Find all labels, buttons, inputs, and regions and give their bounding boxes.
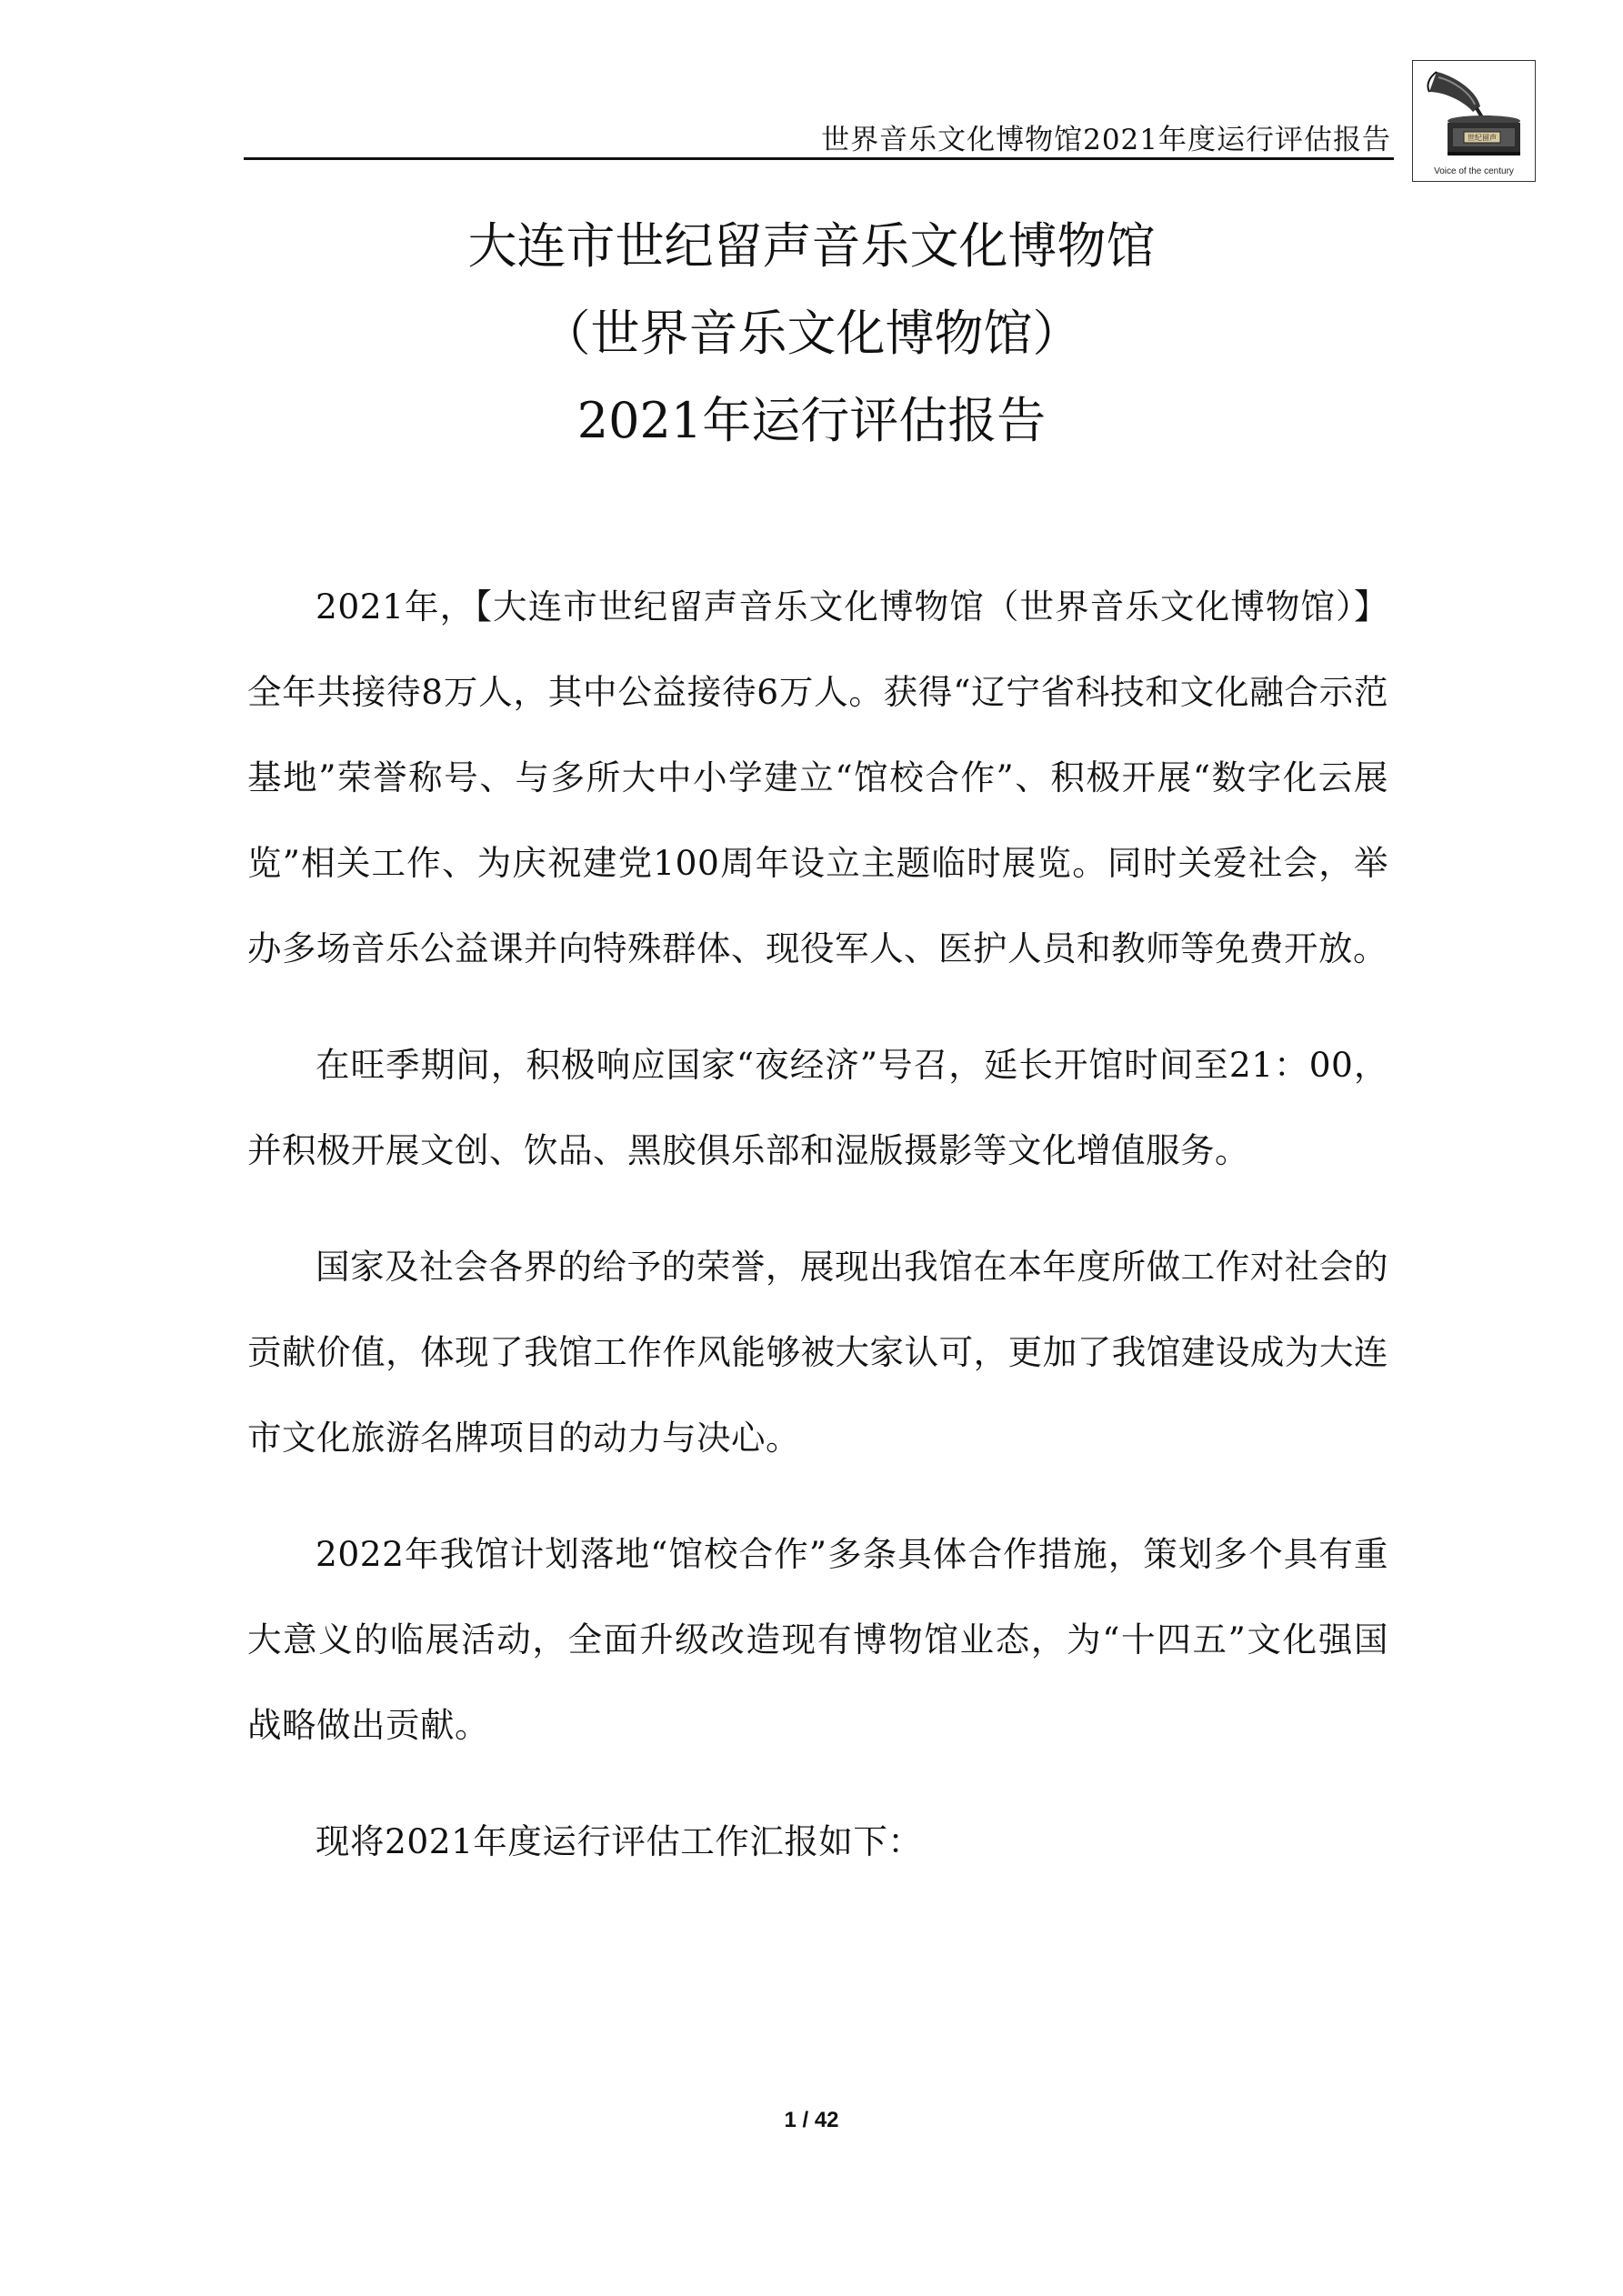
- page-number: 1 / 42: [784, 2108, 839, 2132]
- title-line-2: （世界音乐文化博物馆）: [541, 305, 1082, 362]
- title-line-3: 2021年运行评估报告: [576, 392, 1047, 449]
- paragraph-intro-report: 现将2021年度运行评估工作汇报如下：: [316, 1821, 923, 1861]
- header-divider: [244, 157, 1394, 160]
- paragraph-honors: 国家及社会各界的给予的荣誉，展现出我馆在本年度所做工作对社会的贡献价值，体现了我馆工作作风能够被大家认可，更加了我馆建设成为大连市文化旅游名牌项目的动力与决心。: [247, 1247, 1388, 1458]
- museum-logo: [1412, 60, 1536, 182]
- svg-text:世纪留声: 世纪留声: [1468, 134, 1497, 142]
- paragraph-night-economy: 在旺季期间，积极响应国家“夜经济”号召，延长开馆时间至21：00，并积极开展文创、饮品、黑胶俱乐部和湿版摄影等文化增值服务。: [247, 1045, 1388, 1170]
- logo-caption: Voice of the century: [1434, 166, 1514, 176]
- running-header-title: 世界音乐文化博物馆2021年度运行评估报告: [821, 124, 1391, 156]
- paragraph-2022-plan: 2022年我馆计划落地“馆校合作”多条具体合作措施，策划多个具有重大意义的临展活动，全面升级改造现有博物馆业态，为“十四五”文化强国战略做出贡献。: [247, 1534, 1388, 1745]
- paragraph-summary: 2021年，【大连市世纪留声音乐文化博物馆（世界音乐文化博物馆）】全年共接待8万人，其中公益接待6万人。获得“辽宁省科技和文化融合示范基地”荣誉称号、与多所大中小学建立“馆校合作”、积极开展“数字化云展览”相关工作、为庆祝建党100周年设立主题临时展览。同时关爱社会，举办多场音乐公益课并向特殊群体、现役军人、医护人员和教师等免费开放。: [247, 587, 1388, 968]
- title-line-1: 大连市世纪留声音乐文化博物馆: [467, 217, 1156, 275]
- report-body: [247, 564, 1388, 1915]
- gramophone-icon: [1417, 65, 1531, 159]
